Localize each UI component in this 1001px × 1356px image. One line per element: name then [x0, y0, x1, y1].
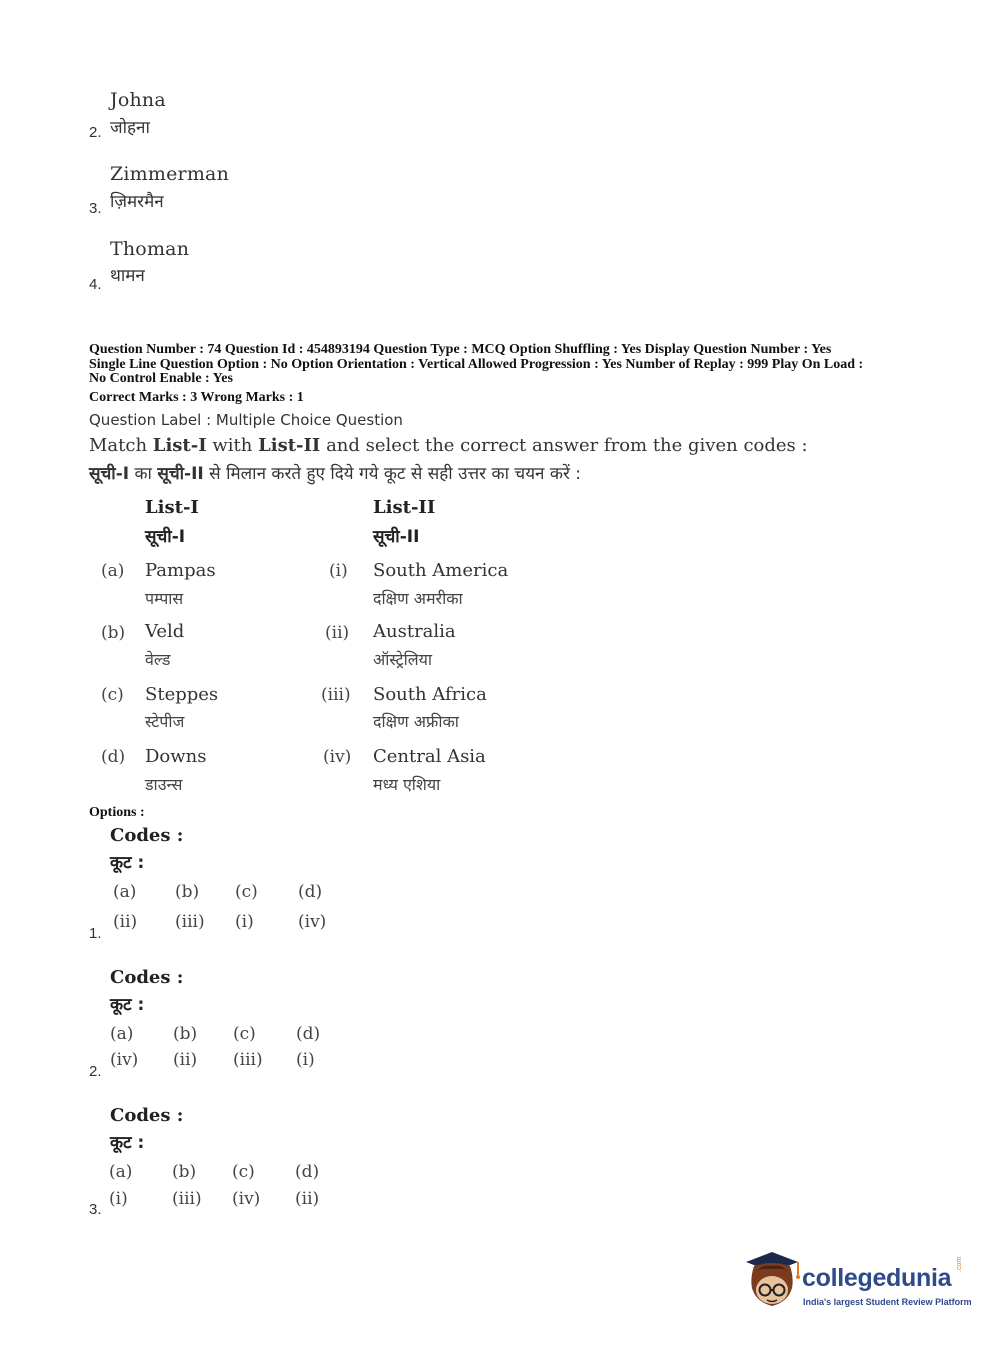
- codes-heading-hi: कूट :: [110, 1133, 145, 1153]
- code-value: (iii): [175, 912, 205, 932]
- student-mascot-icon: [742, 1250, 802, 1310]
- option-text-en: Zimmerman: [110, 163, 230, 185]
- row-marker: (b): [101, 623, 126, 643]
- row-marker: (ii): [325, 623, 350, 643]
- code-col-label: (b): [172, 1162, 197, 1182]
- stem-bold: सूची-II: [157, 464, 204, 484]
- code-col-label: (d): [298, 882, 323, 902]
- code-value: (ii): [113, 912, 138, 932]
- list2-item-en: South America: [373, 560, 509, 581]
- option-number: 3.: [89, 200, 102, 217]
- stem-bold: List-I: [152, 435, 207, 456]
- code-value: (i): [109, 1189, 128, 1209]
- row-marker: (i): [329, 561, 348, 581]
- logo-com: .com: [956, 1256, 963, 1272]
- list1-item-en: Steppes: [145, 684, 219, 705]
- list2-header-hi: सूची-II: [373, 527, 420, 547]
- codes-heading-en: Codes :: [110, 967, 184, 988]
- code-col-label: (a): [109, 1162, 133, 1182]
- list1-item-hi: पम्पास: [145, 589, 184, 608]
- code-value: (iv): [232, 1189, 261, 1209]
- option-text-hi: थामन: [110, 266, 145, 286]
- logo-wordmark: collegedunia: [802, 1264, 952, 1292]
- code-col-label: (d): [295, 1162, 320, 1182]
- stem-text: and select the correct answer from the given codes :: [320, 435, 808, 456]
- code-col-label: (a): [110, 1024, 134, 1044]
- list2-item-hi: ऑस्ट्रेलिया: [373, 650, 433, 669]
- row-marker: (c): [101, 685, 124, 705]
- list1-item-hi: वेल्ड: [145, 650, 171, 669]
- code-value: (iv): [298, 912, 327, 932]
- list2-item-en: Central Asia: [373, 746, 486, 767]
- logo-tagline: India's largest Student Review Platform: [803, 1297, 972, 1307]
- stem-text: का: [129, 464, 158, 484]
- option-number: 1.: [89, 925, 102, 942]
- codes-heading-en: Codes :: [110, 1105, 184, 1126]
- stem-bold: List-II: [258, 435, 321, 456]
- code-value: (i): [296, 1050, 315, 1070]
- codes-heading-hi: कूट :: [110, 853, 145, 873]
- option-number: 2.: [89, 124, 102, 141]
- code-value: (i): [235, 912, 254, 932]
- stem-text: से मिलान करते हुए दिये गये कूट से सही उत्तर का चयन करें :: [203, 464, 582, 484]
- stem-text: Match: [89, 435, 153, 456]
- row-marker: (d): [101, 747, 126, 767]
- marks-line: Correct Marks : 3 Wrong Marks : 1: [89, 390, 304, 405]
- list1-item-en: Pampas: [145, 560, 216, 581]
- option-text-hi: ज़िमरमैन: [110, 192, 164, 212]
- list2-item-en: Australia: [373, 621, 456, 642]
- code-col-label: (a): [113, 882, 137, 902]
- option-text-hi: जोहना: [110, 118, 150, 138]
- question-stem-hi: [89, 461, 581, 484]
- option-number: 4.: [89, 276, 102, 293]
- row-marker: (a): [101, 561, 125, 581]
- code-col-label: (d): [296, 1024, 321, 1044]
- list2-item-hi: मध्य एशिया: [373, 775, 441, 794]
- code-value: (iii): [172, 1189, 202, 1209]
- code-col-label: (c): [232, 1162, 255, 1182]
- code-value: (ii): [173, 1050, 198, 1070]
- list2-header-en: List-II: [373, 497, 436, 518]
- option-text-en: Thoman: [110, 238, 190, 260]
- list1-item-hi: डाउन्स: [145, 775, 183, 794]
- row-marker: (iv): [323, 747, 352, 767]
- stem-text: with: [206, 435, 259, 456]
- question-label: Question Label : Multiple Choice Question: [89, 411, 403, 429]
- collegedunia-logo: [742, 1250, 972, 1310]
- list1-header-hi: सूची-I: [145, 527, 186, 547]
- code-value: (iii): [233, 1050, 263, 1070]
- meta-line: Question Number : 74 Question Id : 454893194 Question Type : MCQ Option Shuffling : Yes Display Question Number : Yes: [89, 342, 832, 357]
- list2-item-hi: दक्षिण अफ्रीका: [373, 712, 459, 731]
- question-stem-en: [89, 435, 808, 456]
- meta-line: Single Line Question Option : No Option Orientation : Vertical Allowed Progression : Yes Number of Replay : 999 Play On Load :: [89, 356, 864, 372]
- list1-item-en: Veld: [145, 621, 185, 642]
- code-col-label: (c): [233, 1024, 256, 1044]
- stem-bold: सूची-I: [89, 464, 130, 484]
- options-label: Options :: [89, 805, 145, 820]
- code-value: (iv): [110, 1050, 139, 1070]
- list1-header-en: List-I: [145, 497, 199, 518]
- code-col-label: (b): [173, 1024, 198, 1044]
- codes-heading-hi: कूट :: [110, 995, 145, 1015]
- list1-item-en: Downs: [145, 746, 207, 767]
- list1-item-hi: स्टेपीज: [145, 712, 185, 731]
- codes-heading-en: Codes :: [110, 825, 184, 846]
- code-col-label: (b): [175, 882, 200, 902]
- meta-line: No Control Enable : Yes: [89, 371, 233, 386]
- row-marker: (iii): [321, 685, 351, 705]
- option-number: 2.: [89, 1063, 102, 1080]
- question-meta: [89, 343, 969, 387]
- list2-item-hi: दक्षिण अमरीका: [373, 589, 463, 608]
- option-text-en: Johna: [110, 89, 166, 111]
- code-value: (ii): [295, 1189, 320, 1209]
- list2-item-en: South Africa: [373, 684, 487, 705]
- option-number: 3.: [89, 1201, 102, 1218]
- code-col-label: (c): [235, 882, 258, 902]
